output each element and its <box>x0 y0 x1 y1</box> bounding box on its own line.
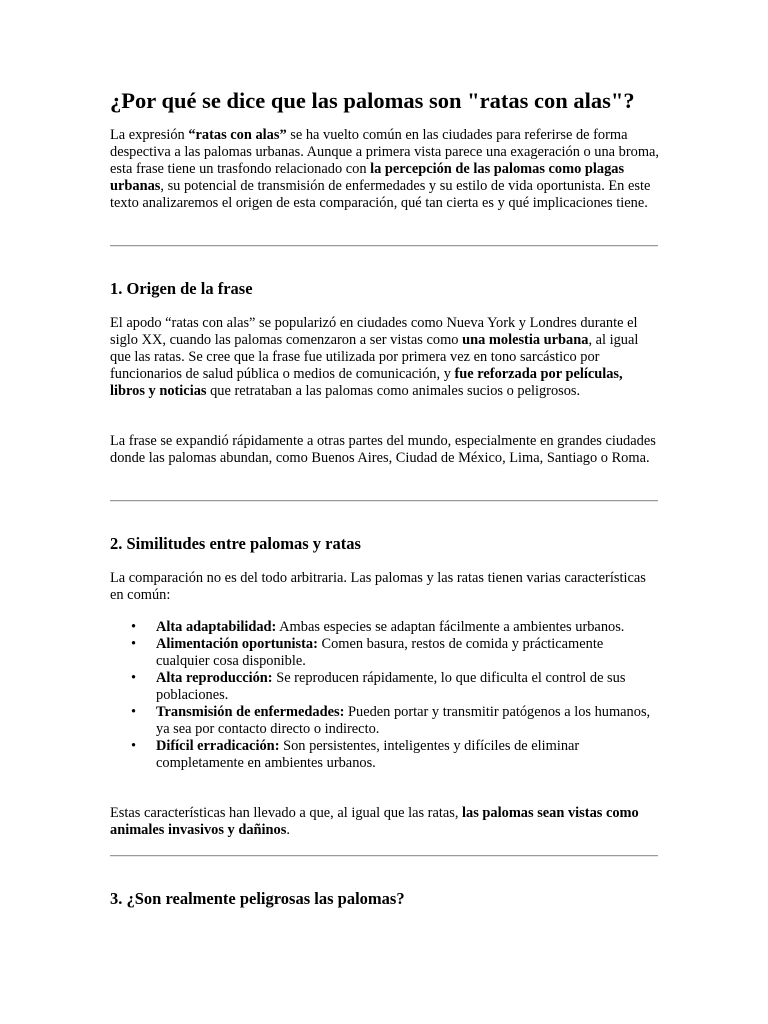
section-3-heading: 3. ¿Son realmente peligrosas las palomas? <box>110 889 405 908</box>
divider-2 <box>110 500 658 502</box>
s2c-bold-1: las palomas sean vistas como animales invasivos y dañinos <box>110 805 639 838</box>
bullet-icon: • <box>131 636 137 652</box>
list-item-text: Pueden portar y transmitir patógenos a los humanos, ya sea por contacto directo o indirecto. <box>156 704 651 737</box>
list-item-text: Ambas especies se adaptan fácilmente a ambientes urbanos. <box>276 619 625 635</box>
section-2-intro: La comparación no es del todo arbitraria. Las palomas y las ratas tienen varias características en común: <box>110 570 646 603</box>
list-item <box>110 738 658 772</box>
list-item-label: Alta reproducción: <box>156 670 273 686</box>
list-item-text: Comen basura, restos de comida y prácticamente cualquier cosa disponible. <box>156 636 604 669</box>
list-item-label: Transmisión de enfermedades: <box>156 704 345 720</box>
bullet-icon: • <box>131 619 137 635</box>
list-item-label: Alta adaptabilidad: <box>156 619 277 635</box>
list-item-label: Alimentación oportunista: <box>156 636 318 652</box>
s2c-text-1: Estas características han llevado a que, al igual que las ratas, <box>110 805 463 821</box>
intro-bold-1: “ratas con alas” <box>188 127 287 143</box>
list-item <box>110 619 658 636</box>
s2c-text-2: . <box>286 822 290 838</box>
list-item <box>110 670 658 704</box>
bullet-icon: • <box>131 704 137 720</box>
s1p1-text-3: que retrataban a las palomas como animales sucios o peligrosos. <box>206 383 581 399</box>
intro-bold-2: la percepción de las palomas como plagas urbanas <box>110 161 625 194</box>
section-2-heading: 2. Similitudes entre palomas y ratas <box>110 534 361 553</box>
section-1-heading: 1. Origen de la frase <box>110 279 253 298</box>
s1p1-bold-2: fue reforzada por películas, libros y noticias <box>110 366 623 399</box>
list-item <box>110 704 658 738</box>
intro-text-1: La expresión <box>110 127 189 143</box>
page-title: ¿Por qué se dice que las palomas son "ratas con alas"? <box>110 88 635 113</box>
list-item <box>110 636 658 670</box>
bullet-icon: • <box>131 670 137 686</box>
characteristics-list <box>110 619 658 772</box>
divider-3 <box>110 855 658 857</box>
intro-text-3: , su potencial de transmisión de enfermedades y su estilo de vida oportunista. En este texto analizaremos el origen de esta comparación, qué tan cierta es y qué implicaciones tiene. <box>110 178 651 211</box>
list-item-text: Son persistentes, inteligentes y difíciles de eliminar completamente en ambientes urbanos. <box>156 738 580 771</box>
s1p1-text-1: El apodo “ratas con alas” se popularizó en ciudades como Nueva York y Londres durante el siglo XX, cuando las palomas comenzaron a ser vistas como <box>110 315 638 348</box>
s1p1-text-2: , al igual que las ratas. Se cree que la frase fue utilizada por primera vez en tono sarcástico por funcionarios de salud pública o medios de comunicación, y <box>110 332 639 382</box>
section-1-paragraph-2: La frase se expandió rápidamente a otras partes del mundo, especialmente en grandes ciudades donde las palomas abundan, como Buenos Aires, Ciudad de México, Lima, Santiago o Roma. <box>110 433 656 466</box>
intro-paragraph <box>110 127 660 212</box>
intro-text-2: se ha vuelto común en las ciudades para referirse de forma despectiva a las palomas urbanas. Aunque a primera vista parece una exageración o una broma, esta frase tiene un trasfondo relacionado con <box>110 127 660 177</box>
s1p1-bold-1: una molestia urbana <box>462 332 589 348</box>
section-1-paragraph-1 <box>110 315 660 400</box>
list-item-text: Se reproducen rápidamente, lo que dificulta el control de sus poblaciones. <box>156 670 626 703</box>
bullet-icon: • <box>131 738 137 754</box>
divider-1 <box>110 245 658 247</box>
section-2-closing <box>110 805 660 839</box>
list-item-label: Difícil erradicación: <box>156 738 280 754</box>
